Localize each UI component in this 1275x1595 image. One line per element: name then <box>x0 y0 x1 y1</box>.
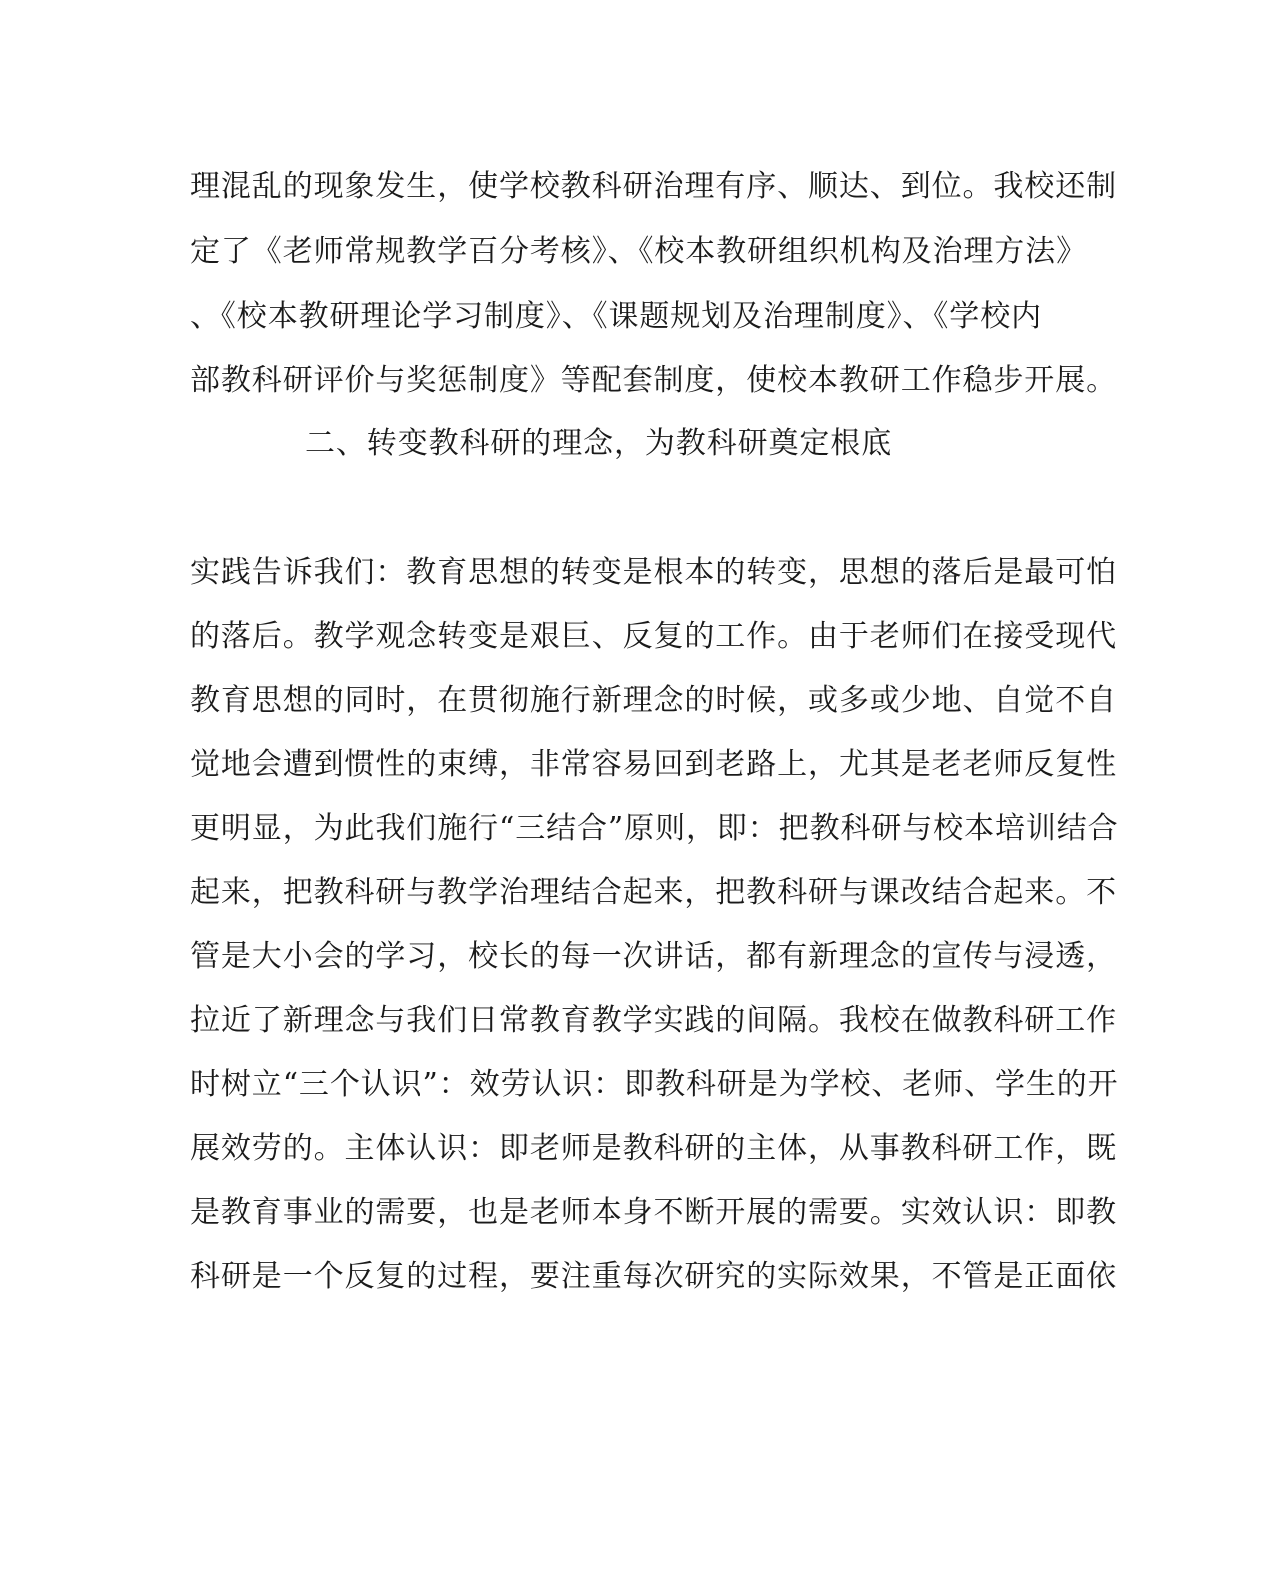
section-heading: 二、转变教科研的理念，为教科研奠定根底 <box>305 426 893 461</box>
paragraph-line: 科研是一个反复的过程，要注重每次研究的实际效果，不管是正面依 <box>190 1259 1117 1294</box>
paragraph-line: 拉近了新理念与我们日常教育教学实践的间隔。我校在做教科研工作 <box>190 1003 1117 1038</box>
paragraph-line: 理混乱的现象发生，使学校教科研治理有序、顺达、到位。我校还制 <box>190 169 1117 204</box>
paragraph-line: 是教育事业的需要，也是老师本身不断开展的需要。实效认识：即教 <box>190 1195 1117 1230</box>
paragraph-line: 实践告诉我们：教育思想的转变是根本的转变，思想的落后是最可怕 <box>190 555 1117 590</box>
paragraph-line: 、《校本教研理论学习制度》、《课题规划及治理制度》、《学校内 <box>190 299 1042 334</box>
paragraph-line: 管是大小会的学习，校长的每一次讲话，都有新理念的宣传与浸透， <box>190 939 1117 974</box>
paragraph-line: 定了《老师常规教学百分考核》、《校本教研组织机构及治理方法》 <box>190 234 1087 269</box>
paragraph-line: 觉地会遭到惯性的束缚，非常容易回到老路上，尤其是老老师反复性 <box>190 747 1117 782</box>
paragraph-line: 部教科研评价与奖惩制度》等配套制度，使校本教研工作稳步开展。 <box>190 363 1117 398</box>
paragraph-line: 的落后。教学观念转变是艰巨、反复的工作。由于老师们在接受现代 <box>190 619 1117 654</box>
paragraph-line: 起来，把教科研与教学治理结合起来，把教科研与课改结合起来。不 <box>190 875 1117 910</box>
paragraph-line: 教育思想的同时，在贯彻施行新理念的时候，或多或少地、自觉不自 <box>190 683 1117 718</box>
paragraph-line: 更明显，为此我们施行“三结合”原则，即：把教科研与校本培训结合 <box>190 811 1119 846</box>
paragraph-line: 展效劳的。主体认识：即老师是教科研的主体，从事教科研工作，既 <box>190 1131 1117 1166</box>
paragraph-line: 时树立“三个认识”：效劳认识：即教科研是为学校、老师、学生的开 <box>190 1067 1119 1102</box>
